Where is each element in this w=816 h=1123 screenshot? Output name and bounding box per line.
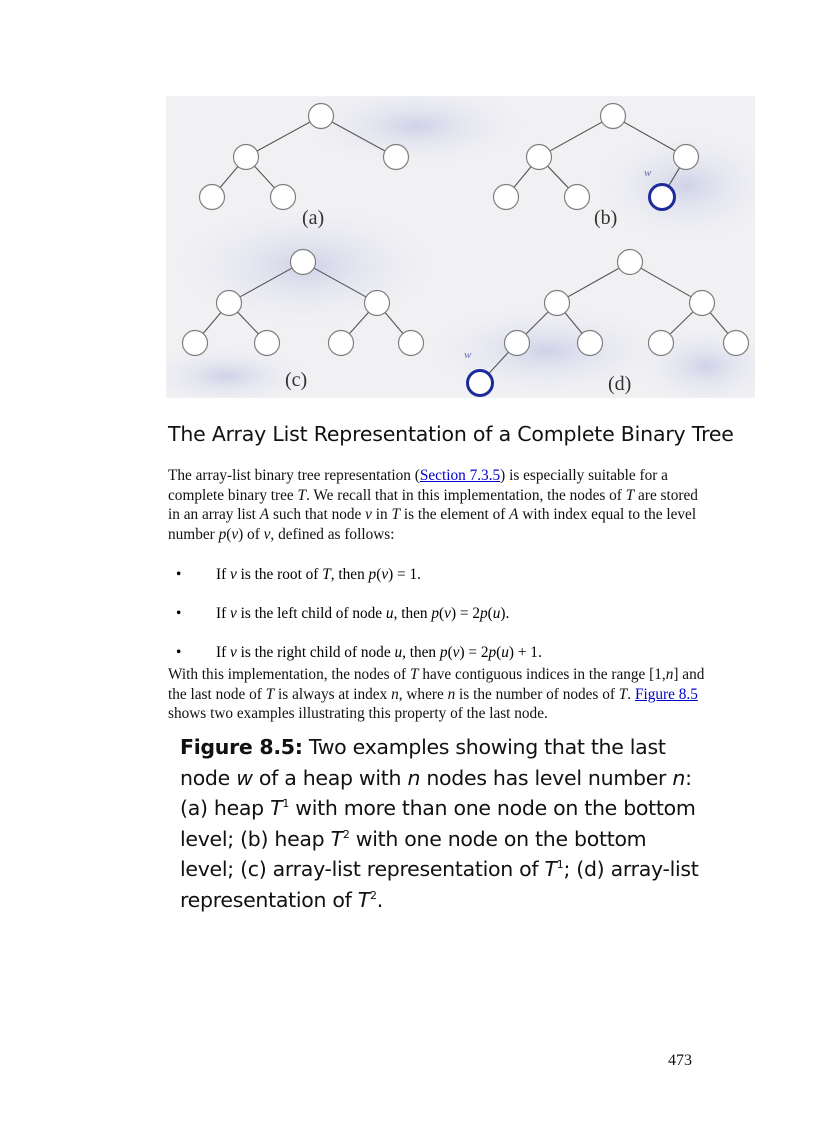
text: is always at index — [274, 685, 392, 703]
math-var: v — [444, 605, 451, 622]
text: With this implementation, the nodes of — [168, 666, 410, 683]
math-var: v — [365, 506, 372, 523]
text: ) is especially suitable for a complete binary tree — [168, 467, 668, 504]
text: with more than one node on the bottom level; (b) heap — [180, 796, 696, 851]
text: in — [371, 506, 392, 523]
section-7-3-5-link[interactable]: Section 7.3.5 — [419, 467, 501, 484]
rule-text — [216, 604, 509, 624]
text: is the right child of node — [236, 644, 395, 661]
panel-label: (a) — [302, 207, 325, 229]
text: If — [216, 605, 231, 622]
math-var: p — [431, 605, 440, 622]
text: . — [376, 887, 383, 912]
figure-caption — [180, 732, 700, 915]
text: ) = 2 — [459, 644, 489, 661]
tree-node — [329, 331, 354, 356]
math-var: T — [409, 666, 419, 683]
text: ) = 1. — [388, 566, 421, 583]
tree-node — [271, 185, 296, 210]
tree-node — [200, 185, 225, 210]
tree-node — [690, 291, 715, 316]
text: ) = 2 — [450, 605, 480, 622]
math-var: u — [501, 644, 509, 661]
rule-text — [216, 643, 542, 663]
tree-node — [674, 145, 699, 170]
rule-text — [216, 565, 421, 585]
text: nodes has level number — [420, 765, 673, 790]
bullet-dot: • — [176, 605, 182, 622]
text: is the left child of node — [236, 605, 386, 622]
text: ) + 1. — [508, 644, 542, 661]
text: with one node on the bottom level; (c) array-list representation of — [180, 826, 647, 881]
tree-node — [384, 145, 409, 170]
text: If — [216, 566, 231, 583]
tree-node — [291, 250, 316, 275]
text: . We recall that in this implementation, the nodes of — [306, 486, 626, 504]
math-var: p — [488, 644, 497, 661]
tree-node — [618, 250, 643, 275]
text: ( — [376, 566, 382, 583]
math-var: T — [391, 506, 400, 523]
text: such that node — [269, 506, 366, 523]
tree-node — [649, 331, 674, 356]
tree-node — [234, 145, 259, 170]
math-var: u — [492, 605, 501, 622]
math-var: n — [672, 765, 686, 790]
math-var: u — [394, 644, 403, 661]
math-var: T — [357, 887, 370, 912]
math-var: v — [452, 644, 460, 661]
superscript: 1 — [282, 797, 290, 811]
math-var: n — [391, 685, 399, 703]
text: is the element of — [400, 506, 510, 523]
math-var: T — [297, 486, 307, 504]
text: is the number of nodes of — [455, 685, 619, 703]
tree-node — [183, 331, 208, 356]
node-w-label: w — [464, 349, 472, 361]
tree-node — [365, 291, 390, 316]
text: with index equal to the level number — [168, 506, 697, 543]
text: have contiguous indices in the range [1, — [418, 666, 666, 683]
text: , then — [393, 605, 432, 622]
math-var: n — [447, 685, 456, 703]
superscript: 2 — [342, 827, 350, 841]
figure-label: Figure 8.5: — [180, 735, 303, 759]
tree-node — [527, 145, 552, 170]
math-var: v — [263, 525, 271, 543]
text: : (a) heap — [180, 765, 692, 820]
text: If — [216, 644, 231, 661]
text: is the root of — [236, 566, 323, 583]
text: , then — [402, 644, 440, 661]
math-var: p — [439, 644, 448, 661]
heap-figure — [166, 96, 755, 398]
math-var: v — [230, 605, 237, 622]
text: ( — [226, 525, 232, 543]
math-var: T — [544, 857, 557, 881]
text: ( — [447, 644, 453, 661]
text: ; (d) array-list representation of — [180, 857, 699, 912]
math-var: p — [368, 566, 377, 583]
math-var: T — [330, 826, 343, 851]
intro-paragraph — [168, 466, 708, 544]
math-var: T — [618, 685, 628, 703]
text: ). — [500, 605, 510, 622]
figure-8-5-link[interactable]: Figure 8.5 — [634, 685, 698, 703]
tree-node — [255, 331, 280, 356]
text: ] and the last node of — [168, 666, 705, 703]
tree-node — [494, 185, 519, 210]
math-var: v — [230, 644, 237, 661]
text: ) of — [238, 525, 264, 543]
math-var: n — [407, 765, 421, 790]
bullet-dot: • — [176, 566, 182, 583]
math-var: p — [218, 525, 227, 543]
tree-node — [217, 291, 242, 316]
math-var: n — [665, 666, 674, 683]
math-var: v — [381, 566, 389, 583]
tree-node — [578, 331, 603, 356]
tree-node — [399, 331, 424, 356]
last-node-w — [468, 371, 493, 396]
page-number: 473 — [668, 1052, 692, 1069]
panel-label: (c) — [285, 369, 308, 391]
bullet-dot: • — [176, 644, 182, 661]
text: ( — [496, 644, 502, 661]
superscript: 2 — [369, 888, 377, 902]
text: of a heap with — [252, 765, 408, 790]
tree-node — [545, 291, 570, 316]
tree-node — [309, 104, 334, 129]
math-var: T — [322, 566, 331, 583]
math-var: T — [270, 796, 283, 820]
math-var: T — [625, 486, 635, 504]
text: , where — [398, 685, 448, 703]
math-var: A — [259, 506, 270, 523]
panel-label: (b) — [594, 207, 618, 229]
math-var: T — [265, 685, 275, 703]
math-var: A — [509, 506, 519, 523]
last-node-w — [650, 185, 675, 210]
text: , then — [330, 566, 369, 583]
text: Two examples showing that the last node — [180, 735, 666, 790]
text: ( — [439, 605, 445, 622]
math-var: w — [236, 765, 253, 790]
text: . — [627, 685, 635, 703]
section-title: The Array List Representation of a Complete Binary Tree — [168, 422, 734, 446]
text: ( — [487, 605, 493, 622]
superscript: 1 — [556, 858, 564, 872]
text: are stored in an array list — [168, 486, 698, 523]
text: The array-list binary tree representation ( — [168, 467, 420, 484]
panel-label: (d) — [608, 373, 632, 395]
math-var: v — [231, 525, 239, 543]
text: , defined as follows: — [270, 525, 395, 543]
math-var: v — [230, 566, 237, 583]
text: shows two examples illustrating this property of the last node. — [168, 705, 548, 722]
heap-figure-svg — [166, 96, 755, 398]
tree-node — [601, 104, 626, 129]
math-var: u — [385, 605, 394, 622]
tree-node — [505, 331, 530, 356]
implementation-paragraph — [168, 665, 708, 724]
math-var: p — [479, 605, 488, 622]
tree-node — [565, 185, 590, 210]
node-w-label: w — [644, 167, 652, 179]
tree-node — [724, 331, 749, 356]
